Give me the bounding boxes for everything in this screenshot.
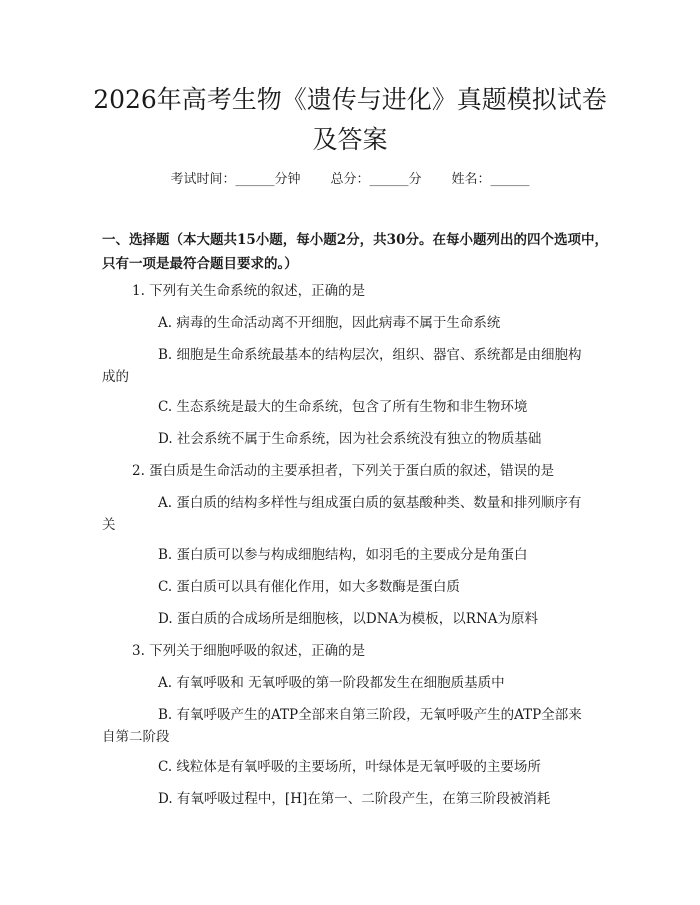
option-b: B. 有氧呼吸产生的ATP全部来自第三阶段，无氧呼吸产生的ATP全部来	[158, 707, 582, 723]
question-stem: 3. 下列关于细胞呼吸的叙述，正确的是	[132, 643, 366, 659]
question-stem: 1. 下列有关生命系统的叙述，正确的是	[132, 283, 366, 299]
question-stem: 2. 蛋白质是生命活动的主要承担者，下列关于蛋白质的叙述，错误的是	[132, 463, 555, 479]
option-b-continued: 自第二阶段	[102, 729, 170, 745]
option-a: A. 病毒的生命活动离不开细胞，因此病毒不属于生命系统	[158, 315, 501, 331]
option-b: B. 细胞是生命系统最基本的结构层次，组织、器官、系统都是由细胞构	[158, 347, 582, 363]
option-c: C. 蛋白质可以具有催化作用，如大多数酶是蛋白质	[158, 579, 460, 595]
exam-time: 考试时间：______分钟	[170, 172, 301, 187]
exam-name: 姓名：______	[451, 172, 530, 187]
option-b: B. 蛋白质可以参与构成细胞结构，如羽毛的主要成分是角蛋白	[158, 547, 528, 563]
exam-score: 总分：______分	[330, 172, 422, 187]
option-a: A. 有氧呼吸和 无氧呼吸的第一阶段都发生在细胞质基质中	[158, 675, 505, 691]
option-a-continued: 关	[102, 517, 116, 533]
option-c: C. 生态系统是最大的生命系统，包含了所有生物和非生物环境	[158, 399, 528, 415]
option-d: D. 蛋白质的合成场所是细胞核，以DNA为模板，以RNA为原料	[158, 611, 539, 627]
page-title: 2026年高考生物《遗传与进化》真题模拟试卷及答案	[93, 85, 607, 154]
option-d: D. 社会系统不属于生命系统，因为社会系统没有独立的物质基础	[158, 431, 542, 447]
option-b-continued: 成的	[102, 369, 129, 385]
section-heading: 一、选择题（本大题共15小题，每小题2分，共30分。在每小题列出的四个选项中，只有一项是最符合题目要求的。）	[102, 232, 608, 272]
option-d: D. 有氧呼吸过程中，[H]在第一、二阶段产生，在第三阶段被消耗	[158, 791, 551, 807]
option-c: C. 线粒体是有氧呼吸的主要场所，叶绿体是无氧呼吸的主要场所	[158, 759, 541, 775]
option-a: A. 蛋白质的结构多样性与组成蛋白质的氨基酸种类、数量和排列顺序有	[158, 495, 582, 511]
exam-meta	[0, 168, 700, 187]
